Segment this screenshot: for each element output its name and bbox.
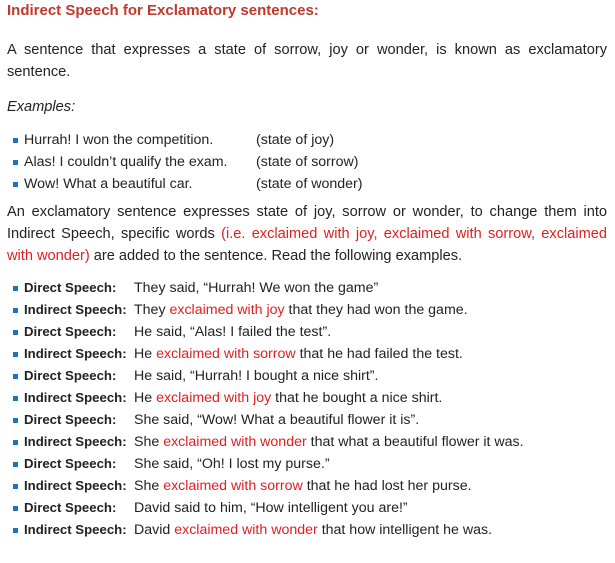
bullet-icon: [13, 160, 18, 165]
bullet-icon: [13, 396, 18, 401]
bullet-icon: [13, 440, 18, 445]
direct-speech-sentence: She said, “Oh! I lost my purse.”: [134, 456, 330, 472]
indirect-speech-highlight: exclaimed with sorrow: [156, 346, 296, 362]
bullet-icon: [13, 286, 18, 291]
list-item: [13, 277, 607, 299]
list-item: [13, 299, 607, 321]
indirect-speech-label: Indirect Speech:: [24, 302, 127, 317]
bullet-icon: [13, 308, 18, 313]
indirect-speech-sentence: She exclaimed with wonder that what a beautiful flower it was.: [134, 434, 524, 450]
list-item: [13, 387, 607, 409]
direct-speech-sentence: He said, “Alas! I failed the test”.: [134, 324, 332, 340]
example-sentence: Wow! What a beautiful car.: [24, 176, 193, 192]
indirect-speech-highlight: exclaimed with wonder: [163, 434, 307, 450]
list-item: [13, 453, 607, 475]
indirect-speech-label: Indirect Speech:: [24, 434, 127, 449]
list-item: [13, 409, 607, 431]
explanation-highlight: (i.e. exclaimed with joy, exclaimed with sorrow, exclaimed with wonder): [7, 226, 607, 264]
example-note: (state of joy): [256, 132, 335, 148]
bullet-icon: [13, 484, 18, 489]
indirect-speech-sentence: David exclaimed with wonder that how intelligent he was.: [134, 522, 493, 538]
direct-speech-sentence: He said, “Hurrah! I bought a nice shirt”.: [134, 368, 379, 384]
indirect-speech-label: Indirect Speech:: [24, 390, 127, 405]
direct-speech-label: Direct Speech:: [24, 324, 117, 339]
list-item: [13, 497, 607, 519]
indirect-speech-sentence: He exclaimed with joy that he bought a nice shirt.: [134, 390, 443, 406]
examples-list: [7, 129, 607, 195]
examples-label: Examples:: [7, 99, 76, 115]
explanation-text-end: are added to the sentence. Read the following examples.: [89, 248, 463, 264]
bullet-icon: [13, 374, 18, 379]
list-item: [13, 431, 607, 453]
explanation-text: An exclamatory sentence expresses state of joy, sorrow or wonder, to change them into Indirect Speech, specific words: [7, 204, 607, 242]
example-note: (state of wonder): [256, 176, 363, 192]
direct-speech-sentence: David said to him, “How intelligent you are!”: [134, 500, 408, 516]
list-item: [13, 129, 607, 151]
direct-speech-label: Direct Speech:: [24, 412, 117, 427]
indirect-speech-sentence: They exclaimed with joy that they had won the game.: [134, 302, 468, 318]
example-sentence: Alas! I couldn’t qualify the exam.: [24, 154, 228, 170]
indirect-speech-highlight: exclaimed with wonder: [174, 522, 318, 538]
bullet-icon: [13, 528, 18, 533]
list-item: [13, 519, 607, 541]
intro-paragraph: A sentence that expresses a state of sorrow, joy or wonder, is known as exclamatory sentence.: [7, 42, 607, 80]
direct-speech-label: Direct Speech:: [24, 456, 117, 471]
direct-speech-sentence: They said, “Hurrah! We won the game”: [134, 280, 379, 296]
bullet-icon: [13, 138, 18, 143]
bullet-icon: [13, 418, 18, 423]
bullet-icon: [13, 182, 18, 187]
direct-speech-sentence: She said, “Wow! What a beautiful flower it is”.: [134, 412, 420, 428]
example-sentence: Hurrah! I won the competition.: [24, 132, 214, 148]
bullet-icon: [13, 330, 18, 335]
speech-examples-list: [7, 277, 607, 541]
example-note: (state of sorrow): [256, 154, 359, 170]
direct-speech-label: Direct Speech:: [24, 500, 117, 515]
list-item: [13, 151, 607, 173]
indirect-speech-sentence: She exclaimed with sorrow that he had lost her purse.: [134, 478, 472, 494]
direct-speech-label: Direct Speech:: [24, 280, 117, 295]
indirect-speech-label: Indirect Speech:: [24, 478, 127, 493]
bullet-icon: [13, 506, 18, 511]
indirect-speech-sentence: He exclaimed with sorrow that he had failed the test.: [134, 346, 463, 362]
explanation-paragraph: [7, 201, 607, 267]
list-item: [13, 343, 607, 365]
list-item: [13, 365, 607, 387]
bullet-icon: [13, 462, 18, 467]
bullet-icon: [13, 352, 18, 357]
list-item: [13, 475, 607, 497]
indirect-speech-highlight: exclaimed with joy: [169, 302, 285, 318]
indirect-speech-label: Indirect Speech:: [24, 522, 127, 537]
section-heading: Indirect Speech for Exclamatory sentences:: [7, 2, 319, 19]
list-item: [13, 321, 607, 343]
indirect-speech-label: Indirect Speech:: [24, 346, 127, 361]
indirect-speech-highlight: exclaimed with joy: [156, 390, 272, 406]
direct-speech-label: Direct Speech:: [24, 368, 117, 383]
list-item: [13, 173, 607, 195]
indirect-speech-highlight: exclaimed with sorrow: [163, 478, 303, 494]
